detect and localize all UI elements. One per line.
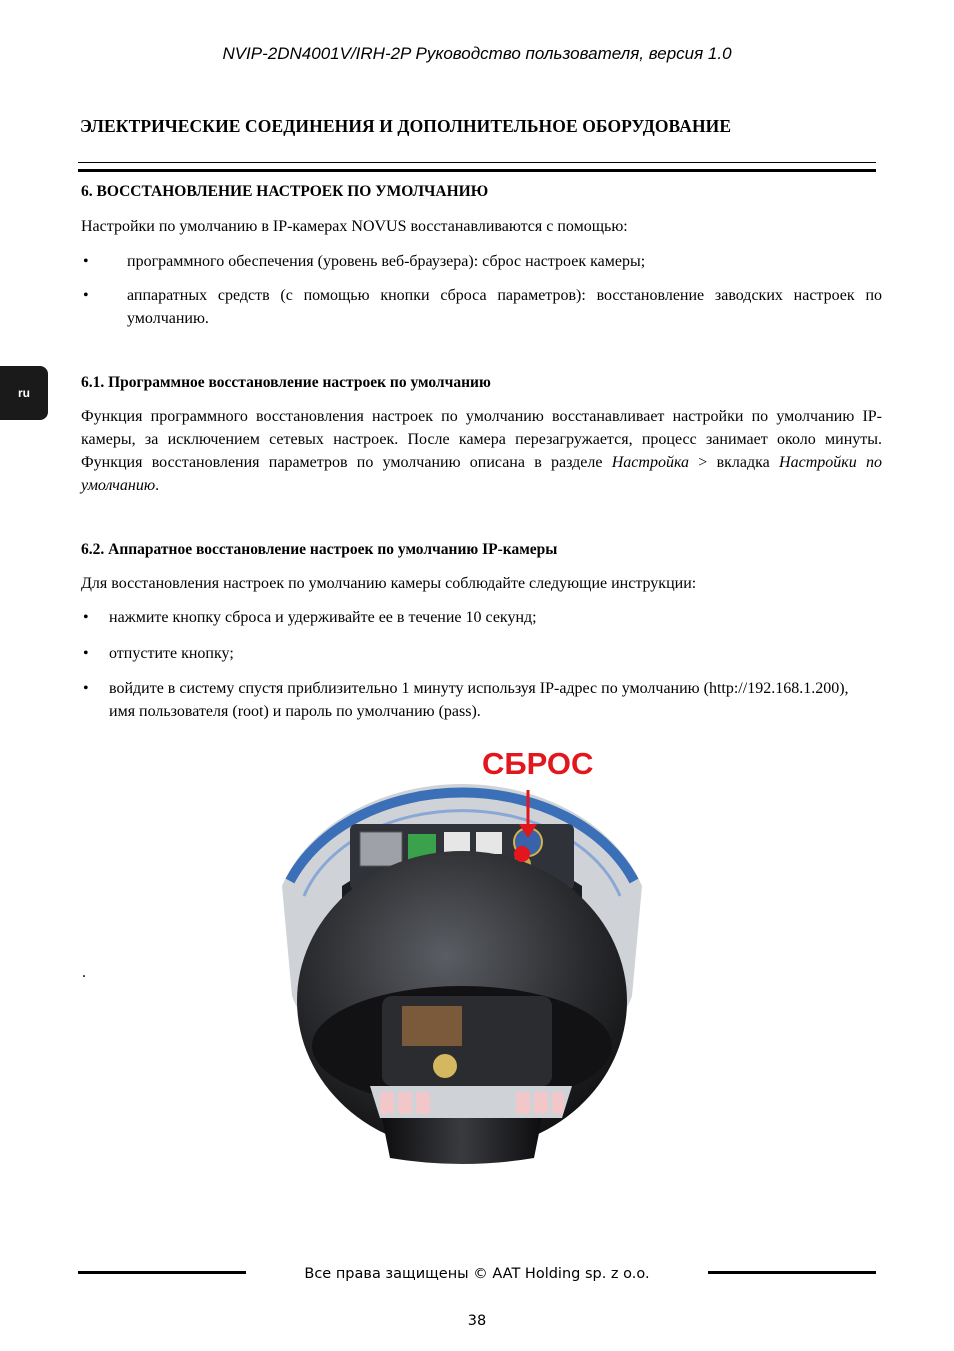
list-item-text: войдите в систему спустя приблизительно 1 минуту используя IP-адрес по умолчанию (http://192.168.1.200), имя пользователя (root) и пароль по умолчанию (pass). <box>109 680 849 720</box>
bullet-icon: • <box>83 287 89 304</box>
section-6-2-intro: Для восстановления настроек по умолчанию камеры соблюдайте следующие инструкции: <box>81 575 697 592</box>
running-header: NVIP-2DN4001V/IRH-2P Руководство пользователя, версия 1.0 <box>222 44 732 63</box>
header-rule-thin <box>78 162 876 163</box>
page-number: 38 <box>467 1313 487 1329</box>
settings-reference: Настройка <box>611 454 690 471</box>
list-item-text: нажмите кнопку сброса и удерживайте ее в течение 10 секунд; <box>109 609 537 626</box>
chapter-title: ЭЛЕКТРИЧЕСКИЕ СОЕДИНЕНИЯ И ДОПОЛНИТЕЛЬНОЕ ОБОРУДОВАНИЕ <box>80 116 732 136</box>
section-6-1-heading: 6.1. Программное восстановление настроек по умолчанию <box>81 374 491 391</box>
stray-dot: . <box>82 964 86 981</box>
section-6-1-text: Функция программного восстановления настроек по умолчанию восстанавливает настройки по умолчанию IP-камеры, за исключением сетевых настроек. После камера перезагружается, процесс занимает около минуты. Функция восстановления параметров по умолчанию описана в разделе Настройка > вкладка Настройки по умолчанию. <box>81 408 882 494</box>
section-6-intro: Настройки по умолчанию в IP-камерах NOVUS восстанавливаются с помощью: <box>81 218 628 235</box>
section-6-heading: 6. ВОССТАНОВЛЕНИЕ НАСТРОЕК ПО УМОЛЧАНИЮ <box>81 183 489 200</box>
bullet-icon: • <box>83 645 89 662</box>
list-item-text: отпустите кнопку; <box>109 645 234 662</box>
list-item-text: аппаратных средств (с помощью кнопки сброса параметров): восстановление заводских настроек по умолчанию. <box>127 287 882 327</box>
camera-photo <box>232 746 692 1176</box>
bullet-icon: • <box>83 680 89 697</box>
section-6-2-heading: 6.2. Аппаратное восстановление настроек по умолчанию IP-камеры <box>81 541 558 558</box>
reset-label: СБРОС <box>482 746 594 781</box>
bullet-icon: • <box>83 253 89 270</box>
defaults-tab-reference: Настройки по умолчанию <box>81 454 882 494</box>
header-rule-thick <box>78 169 876 172</box>
footer-copyright: Все права защищены © AAT Holding sp. z o.o. <box>304 1266 650 1282</box>
language-tab-label: ru <box>18 386 30 400</box>
language-tab <box>0 366 48 420</box>
bullet-icon: • <box>83 609 89 626</box>
list-item-text: программного обеспечения (уровень веб-браузера): сброс настроек камеры; <box>127 253 646 270</box>
